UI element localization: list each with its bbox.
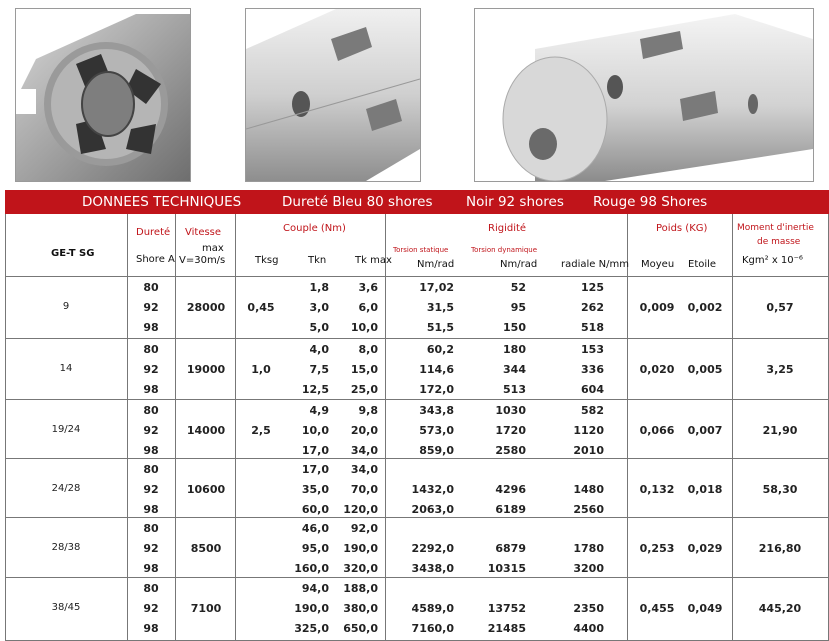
tkn-cell: 190,0 (294, 602, 329, 615)
tkn-cell: 35,0 (301, 483, 329, 496)
size-cell: 9 (62, 301, 70, 312)
shore-cell: 80 (143, 582, 159, 595)
torsion-dynamique-cell: 513 (503, 383, 526, 396)
tkn-cell: 5,0 (309, 321, 329, 334)
tkn-cell: 95,0 (301, 542, 329, 555)
moment-cell: 21,90 (762, 424, 798, 437)
tksg-cell: 0,45 (247, 301, 275, 314)
torsion-statique-cell: 17,02 (419, 281, 454, 294)
banner-rouge: Rouge 98 Shores (593, 194, 708, 210)
tkn-cell: 60,0 (301, 503, 329, 516)
moment-cell: 58,30 (762, 483, 798, 496)
tkn-cell: 46,0 (301, 522, 329, 535)
header-poids: Poids (KG) (656, 223, 708, 234)
torsion-statique-cell: 51,5 (426, 321, 454, 334)
header-torsion-dynamique: Torsion dynamique (471, 246, 538, 254)
torsion-dynamique-cell: 180 (503, 343, 526, 356)
torsion-dynamique-cell: 52 (510, 281, 526, 294)
radiale-cell: 336 (581, 363, 604, 376)
etoile-cell: 0,049 (687, 602, 723, 615)
torsion-dynamique-cell: 2580 (495, 444, 526, 457)
header-rigidite: Rigidité (488, 223, 527, 234)
tkmax-cell: 25,0 (350, 383, 378, 396)
shore-cell: 92 (143, 301, 159, 314)
header-tksg: Tksg (255, 255, 279, 266)
header-radiale: radiale N/mm (561, 259, 629, 270)
tkn-cell: 17,0 (301, 444, 329, 457)
moment-cell: 3,25 (766, 363, 794, 376)
header-tkn: Tkn (308, 255, 327, 266)
torsion-statique-cell: 31,5 (426, 301, 454, 314)
header-couple: Couple (Nm) (283, 223, 346, 234)
tkmax-cell: 188,0 (343, 582, 378, 595)
shore-cell: 92 (143, 542, 159, 555)
torsion-dynamique-cell: 150 (503, 321, 526, 334)
header-etoile: Etoile (688, 259, 717, 270)
tkmax-cell: 92,0 (350, 522, 378, 535)
size-cell: 38/45 (51, 602, 81, 613)
tkmax-cell: 15,0 (350, 363, 378, 376)
vitesse-cell: 19000 (186, 363, 226, 376)
tkn-cell: 10,0 (301, 424, 329, 437)
header-shore: Shore A (136, 254, 175, 265)
shore-cell: 98 (143, 444, 159, 457)
tkmax-cell: 650,0 (343, 622, 378, 635)
technical-data-banner (5, 190, 829, 214)
torsion-statique-cell: 172,0 (419, 383, 454, 396)
shore-cell: 80 (143, 404, 159, 417)
torsion-statique-cell: 4589,0 (411, 602, 454, 615)
torsion-dynamique-cell: 6879 (495, 542, 526, 555)
tkn-cell: 3,0 (309, 301, 329, 314)
torsion-dynamique-cell: 10315 (487, 562, 526, 575)
tkn-cell: 4,9 (309, 404, 329, 417)
torsion-statique-cell: 60,2 (426, 343, 454, 356)
torsion-statique-cell: 1432,0 (411, 483, 454, 496)
tkn-cell: 12,5 (301, 383, 329, 396)
header-moment-1: Moment d'inertie (737, 223, 814, 233)
shore-cell: 92 (143, 483, 159, 496)
etoile-cell: 0,018 (687, 483, 723, 496)
torsion-dynamique-cell: 4296 (495, 483, 526, 496)
moyeu-cell: 0,020 (639, 363, 675, 376)
torsion-statique-cell: 859,0 (419, 444, 454, 457)
shore-cell: 98 (143, 562, 159, 575)
etoile-cell: 0,007 (687, 424, 723, 437)
torsion-statique-cell: 3438,0 (411, 562, 454, 575)
radiale-cell: 125 (581, 281, 604, 294)
radiale-cell: 262 (581, 301, 604, 314)
etoile-cell: 0,005 (687, 363, 723, 376)
shore-cell: 98 (143, 622, 159, 635)
torsion-dynamique-cell: 344 (503, 363, 526, 376)
radiale-cell: 1120 (573, 424, 604, 437)
banner-title: DONNEES TECHNIQUES (82, 194, 242, 210)
tkmax-cell: 70,0 (350, 483, 378, 496)
radiale-cell: 518 (581, 321, 604, 334)
header-nm-rad-dynamique: Nm/rad (500, 259, 538, 270)
tkn-cell: 17,0 (301, 463, 329, 476)
coupling-photo-open (15, 8, 191, 182)
torsion-dynamique-cell: 6189 (495, 503, 526, 516)
radiale-cell: 3200 (573, 562, 604, 575)
shore-cell: 98 (143, 321, 159, 334)
torsion-statique-cell: 2292,0 (411, 542, 454, 555)
torsion-dynamique-cell: 21485 (487, 622, 526, 635)
tkmax-cell: 10,0 (350, 321, 378, 334)
moyeu-cell: 0,009 (639, 301, 675, 314)
tkmax-cell: 34,0 (350, 444, 378, 457)
tkmax-cell: 34,0 (350, 463, 378, 476)
tkmax-cell: 6,0 (358, 301, 378, 314)
radiale-cell: 153 (581, 343, 604, 356)
banner-durete-bleu: Dureté Bleu 80 shores (282, 194, 433, 210)
tkn-cell: 7,5 (309, 363, 329, 376)
moment-cell: 0,57 (766, 301, 794, 314)
header-type: GE-T SG (51, 248, 95, 259)
shore-cell: 80 (143, 463, 159, 476)
radiale-cell: 2350 (573, 602, 604, 615)
coupling-photo-front (474, 8, 814, 182)
tkmax-cell: 9,8 (358, 404, 378, 417)
torsion-statique-cell: 573,0 (419, 424, 454, 437)
tkmax-cell: 20,0 (350, 424, 378, 437)
shore-cell: 92 (143, 424, 159, 437)
shore-cell: 92 (143, 602, 159, 615)
header-moment-unit: Kgm² x 10⁻⁶ (742, 255, 803, 266)
etoile-cell: 0,029 (687, 542, 723, 555)
tkmax-cell: 120,0 (343, 503, 378, 516)
moyeu-cell: 0,455 (639, 602, 675, 615)
size-cell: 19/24 (51, 424, 81, 435)
tkn-cell: 4,0 (309, 343, 329, 356)
banner-noir: Noir 92 shores (466, 194, 564, 210)
torsion-dynamique-cell: 1030 (495, 404, 526, 417)
coupling-photo-side (245, 8, 421, 182)
header-moyeu: Moyeu (641, 259, 675, 270)
moment-cell: 445,20 (758, 602, 802, 615)
tksg-cell: 2,5 (251, 424, 271, 437)
header-vitesse-max: max (202, 243, 224, 254)
torsion-statique-cell: 7160,0 (411, 622, 454, 635)
tkmax-cell: 380,0 (343, 602, 378, 615)
moment-cell: 216,80 (758, 542, 802, 555)
radiale-cell: 4400 (573, 622, 604, 635)
tkmax-cell: 190,0 (343, 542, 378, 555)
vitesse-cell: 7100 (190, 602, 222, 615)
torsion-statique-cell: 343,8 (419, 404, 454, 417)
vitesse-cell: 28000 (186, 301, 226, 314)
tkn-cell: 1,8 (309, 281, 329, 294)
header-nm-rad-statique: Nm/rad (417, 259, 455, 270)
radiale-cell: 582 (581, 404, 604, 417)
shore-cell: 80 (143, 522, 159, 535)
header-moment-2: de masse (757, 237, 801, 247)
size-cell: 28/38 (51, 542, 81, 553)
torsion-statique-cell: 2063,0 (411, 503, 454, 516)
vitesse-cell: 10600 (186, 483, 226, 496)
shore-cell: 80 (143, 281, 159, 294)
radiale-cell: 2560 (573, 503, 604, 516)
moyeu-cell: 0,253 (639, 542, 675, 555)
shore-cell: 80 (143, 343, 159, 356)
tkmax-cell: 8,0 (358, 343, 378, 356)
vitesse-cell: 8500 (190, 542, 222, 555)
technical-data-table (5, 214, 829, 641)
tkmax-cell: 320,0 (343, 562, 378, 575)
torsion-dynamique-cell: 95 (510, 301, 526, 314)
tkmax-cell: 3,6 (358, 281, 378, 294)
moyeu-cell: 0,066 (639, 424, 675, 437)
etoile-cell: 0,002 (687, 301, 723, 314)
moyeu-cell: 0,132 (639, 483, 675, 496)
header-vitesse: Vitesse (185, 227, 222, 238)
shore-cell: 92 (143, 363, 159, 376)
radiale-cell: 2010 (573, 444, 604, 457)
radiale-cell: 604 (581, 383, 604, 396)
radiale-cell: 1480 (573, 483, 604, 496)
vitesse-cell: 14000 (186, 424, 226, 437)
size-cell: 24/28 (51, 483, 81, 494)
header-torsion-statique: Torsion statique (393, 246, 449, 254)
tkn-cell: 325,0 (294, 622, 329, 635)
header-durete: Dureté (136, 227, 171, 238)
shore-cell: 98 (143, 383, 159, 396)
header-vitesse-unit: V=30m/s (179, 255, 226, 266)
size-cell: 14 (59, 363, 73, 374)
torsion-statique-cell: 114,6 (419, 363, 454, 376)
tkn-cell: 94,0 (301, 582, 329, 595)
torsion-dynamique-cell: 13752 (487, 602, 526, 615)
radiale-cell: 1780 (573, 542, 604, 555)
torsion-dynamique-cell: 1720 (495, 424, 526, 437)
shore-cell: 98 (143, 503, 159, 516)
tkn-cell: 160,0 (294, 562, 329, 575)
header-tkmax: Tk max (355, 255, 392, 266)
tksg-cell: 1,0 (251, 363, 271, 376)
